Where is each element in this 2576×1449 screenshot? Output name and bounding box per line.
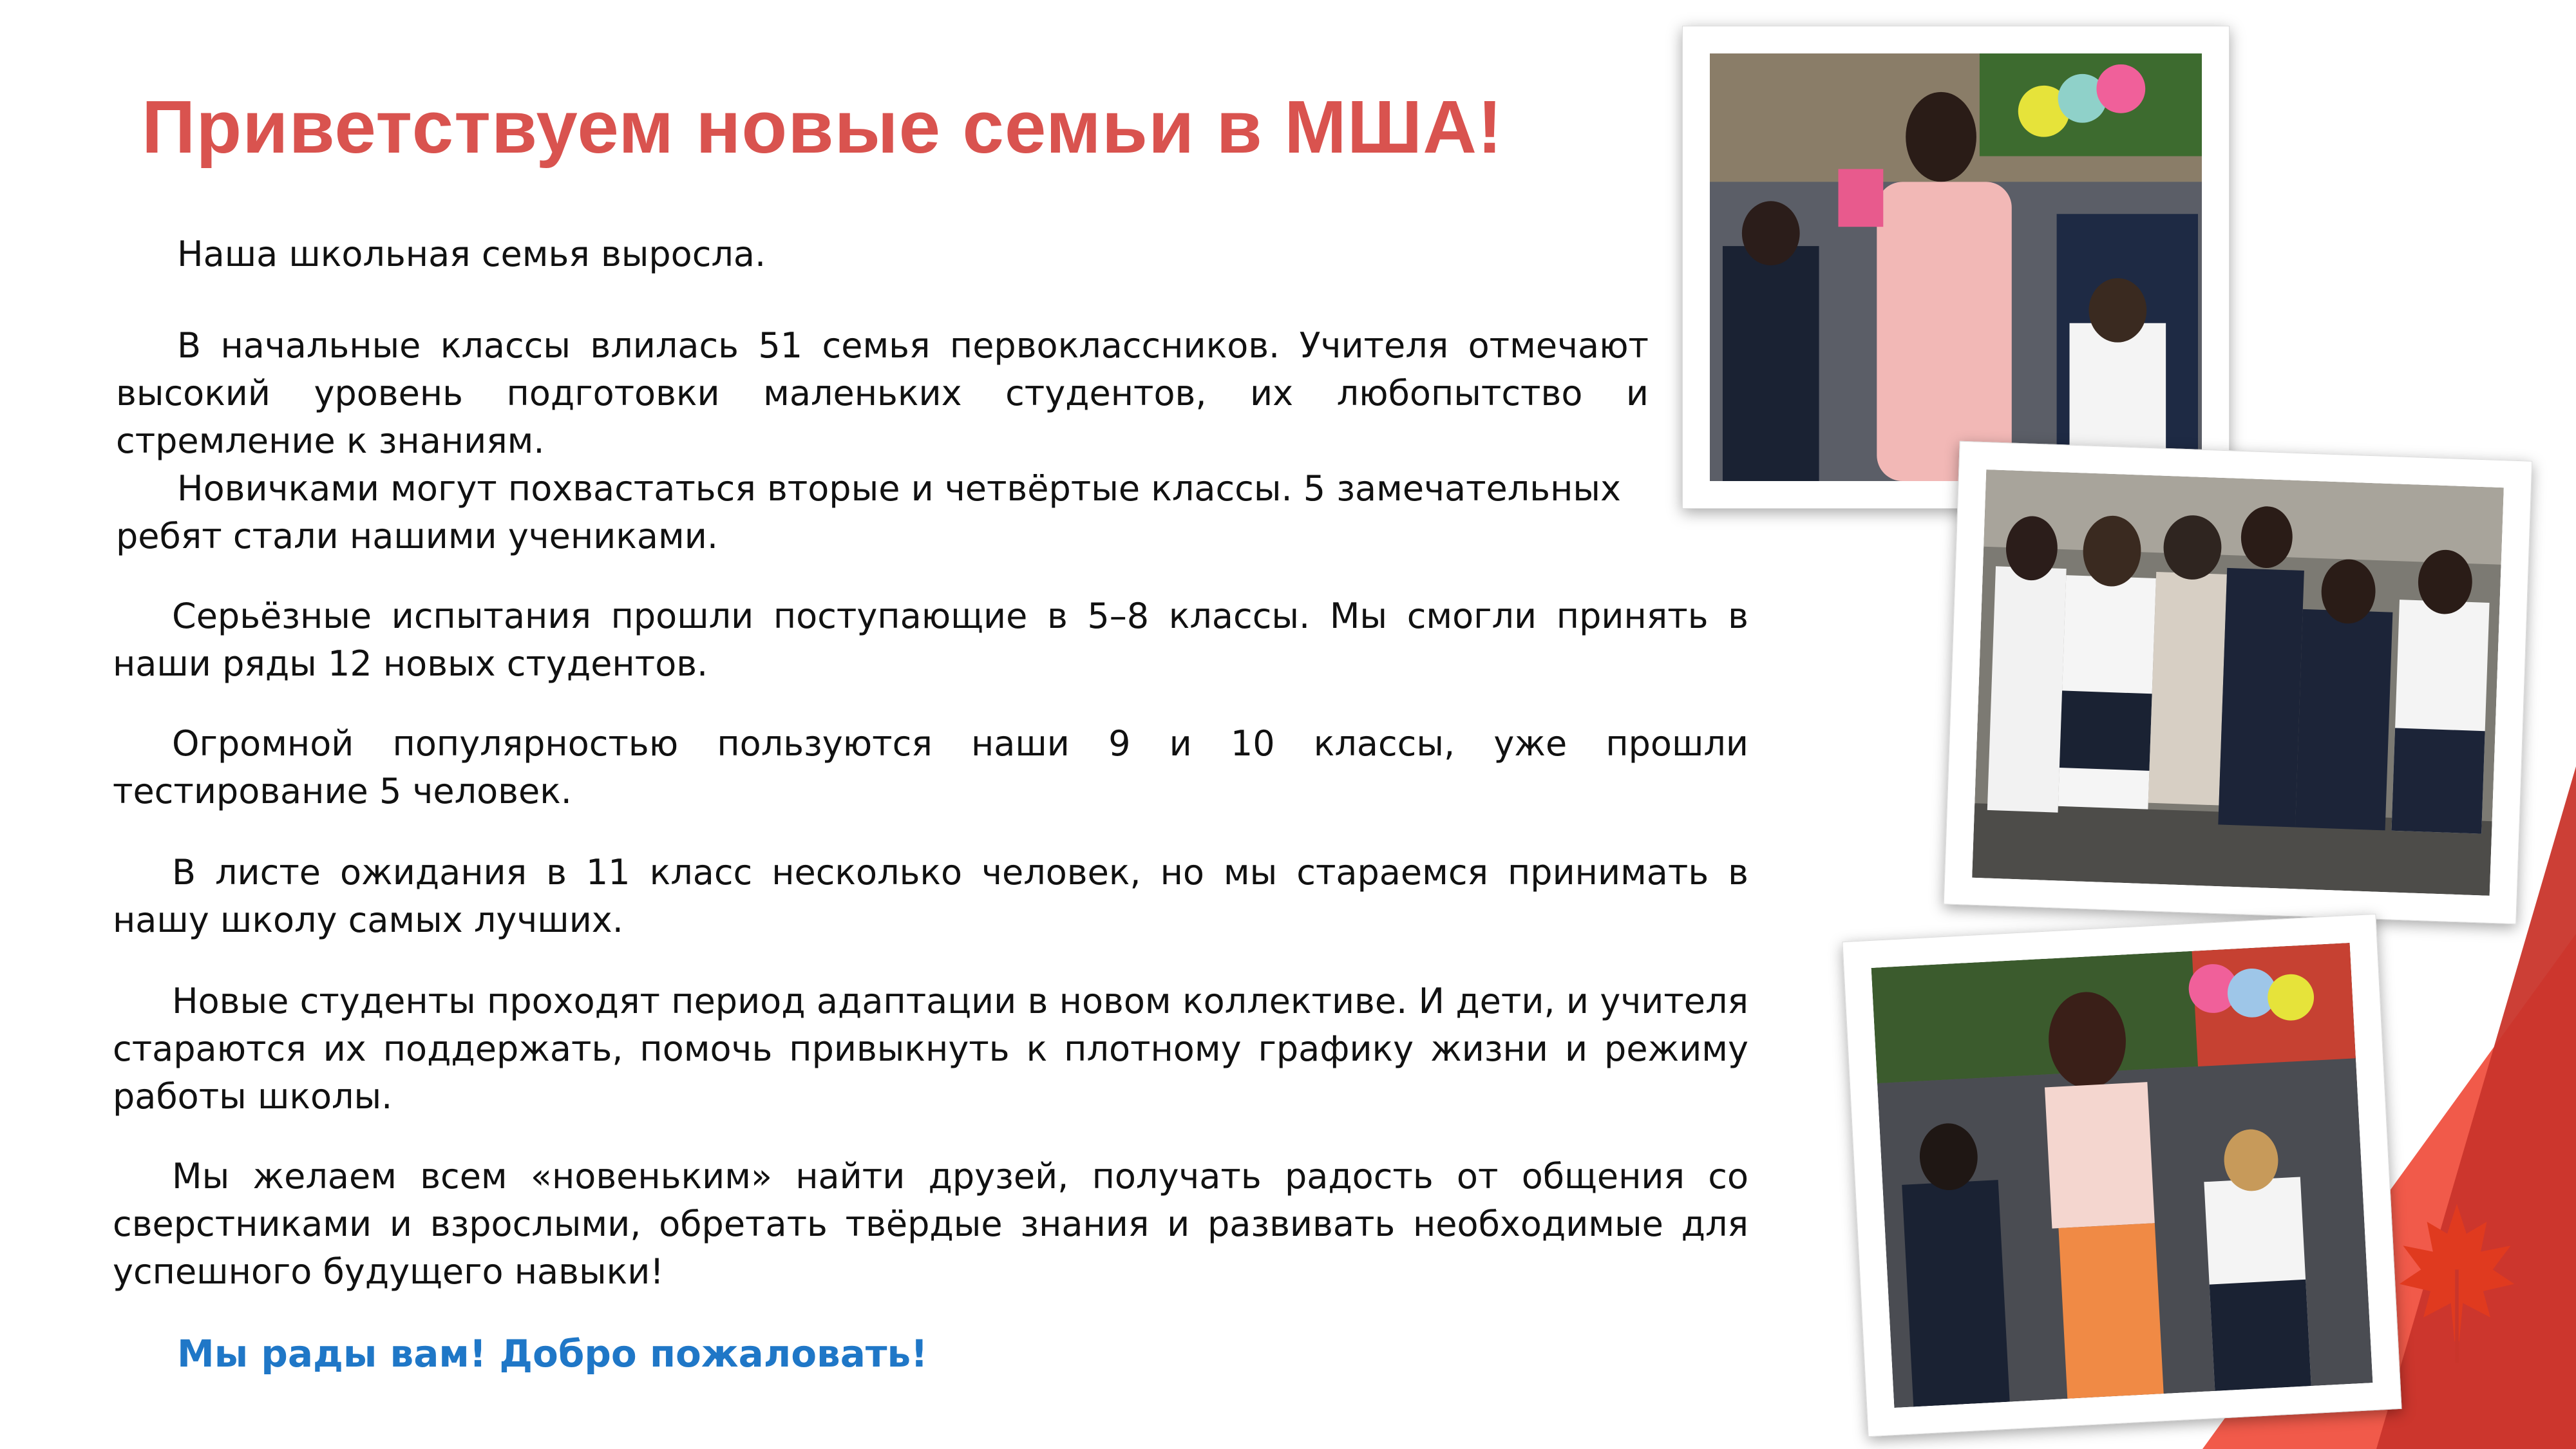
paragraph-intro: Наша школьная семья выросла. (177, 234, 766, 274)
photo-teacher-with-pupils (1682, 26, 2230, 509)
photo-pupils-seated (1944, 441, 2533, 925)
page-title: Приветствуем новые семьи в МША! (142, 85, 1503, 169)
paragraph-grades-5-8: Серьёзные испытания прошли поступающие в 5–8 классы. Мы смогли принять в наши ряды 12 новых студентов. (113, 596, 1748, 684)
paragraph-grades-9-10: Огромной популярностью пользуются наши 9 и 10 классы, уже прошли тестирование 5 человек. (113, 723, 1748, 811)
photo-image (1710, 53, 2202, 481)
photo-teacher-balloons (1842, 914, 2401, 1437)
paragraph-second-fourth-grades: Новичками могут похвастаться вторые и четвёртые классы. 5 замечательных ребят стали нашими учениками. (116, 468, 1622, 556)
photo-scene (1710, 53, 2202, 481)
photo-image (1972, 469, 2504, 896)
closing-message: Мы рады вам! Добро пожаловать! (177, 1332, 928, 1376)
paragraph-adaptation: Новые студенты проходят период адаптации в новом коллективе. И дети, и учителя стараются их поддержать, помочь привыкнуть к плотному графику жизни и режиму работы школы. (113, 981, 1748, 1117)
maple-leaf-icon (2396, 1198, 2518, 1365)
paragraph-grade-11: В листе ожидания в 11 класс несколько человек, но мы стараемся принимать в нашу школу самых лучших. (113, 852, 1748, 940)
photo-scene (1972, 469, 2504, 896)
paragraph-first-graders: В начальные классы влилась 51 семья первоклассников. Учителя отмечают высокий уровень подготовки маленьких студентов, их любопытство и стремление к знаниям. (116, 325, 1649, 461)
photo-scene (1871, 943, 2373, 1408)
photo-image (1871, 943, 2373, 1408)
paragraph-wishes: Мы желаем всем «новеньким» найти друзей, получать радость от общения со сверстниками и взрослыми, обретать твёрдые знания и развивать необходимые для успешного будущего навыки! (113, 1156, 1748, 1292)
